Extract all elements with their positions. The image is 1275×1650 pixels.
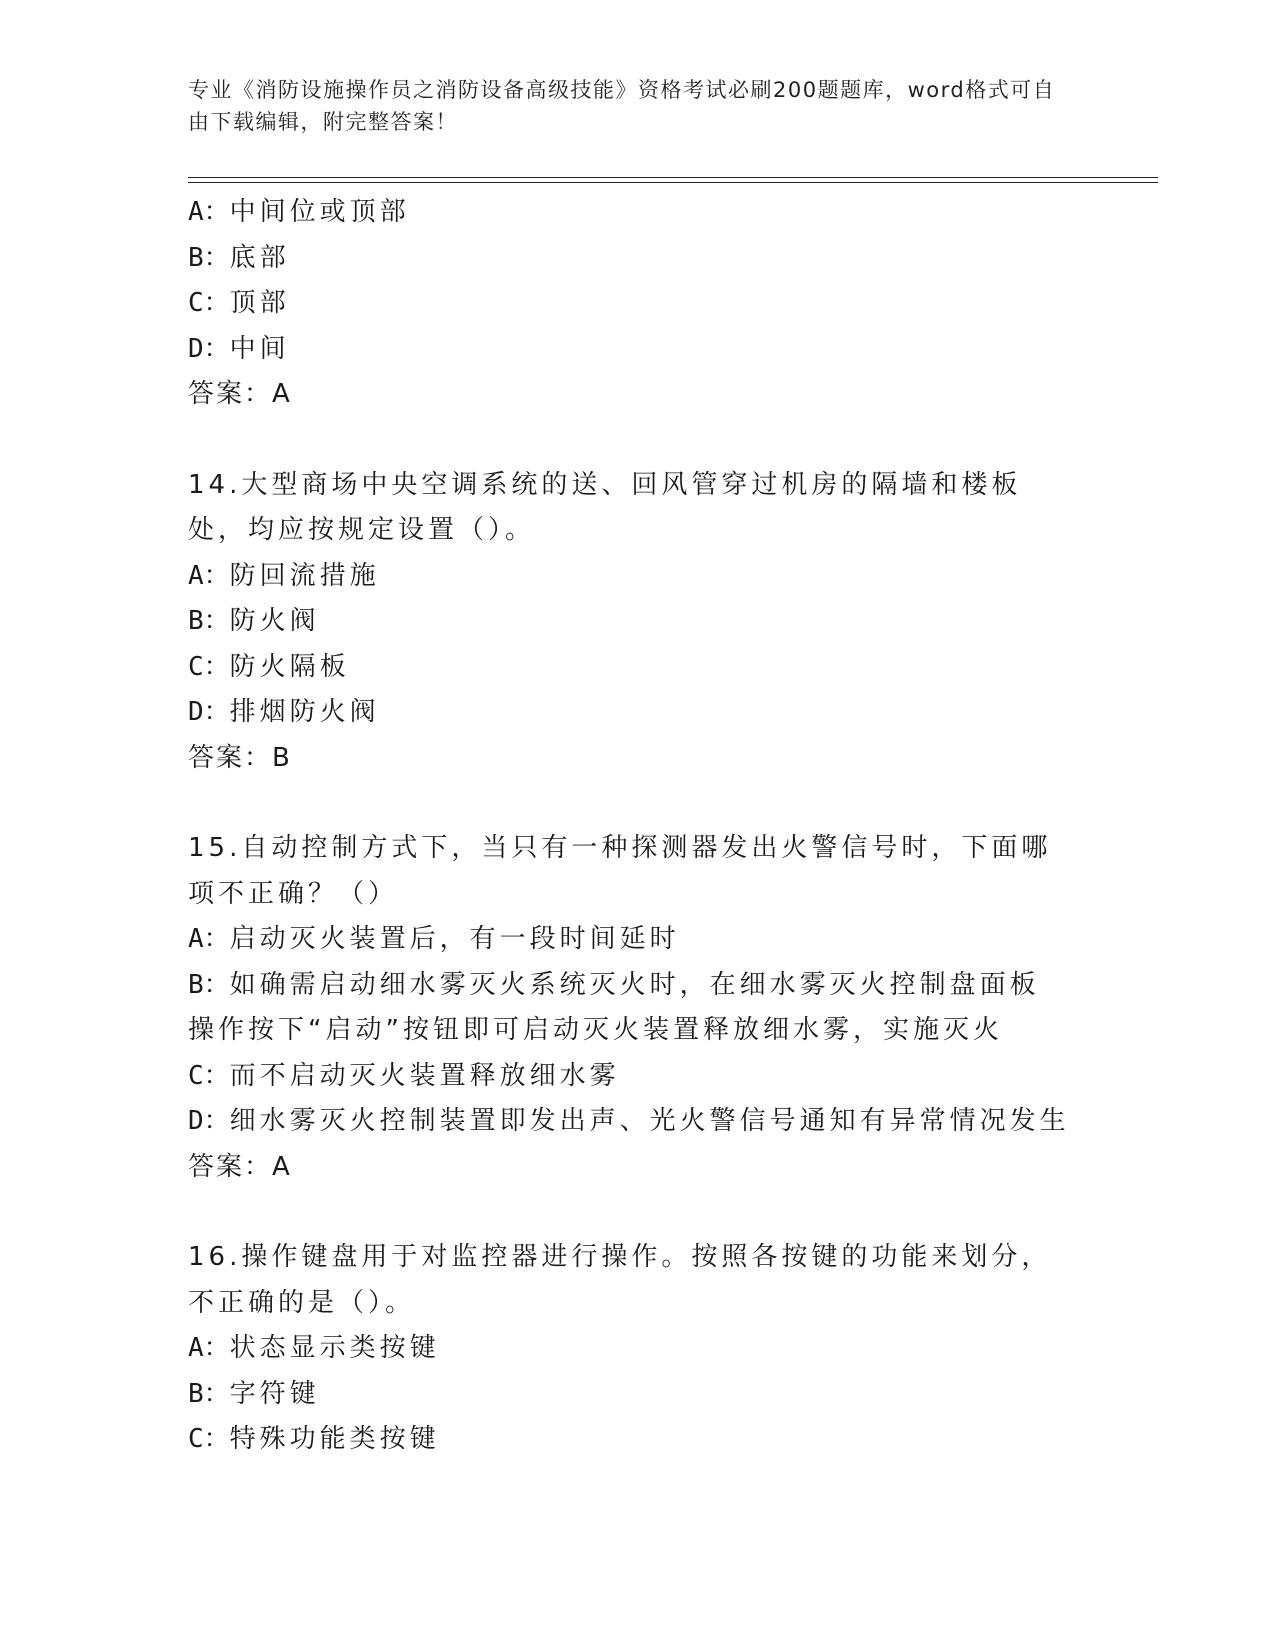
question-stem: 16.操作键盘用于对监控器进行操作。按照各按键的功能来划分，不正确的是（）。 bbox=[188, 1242, 1052, 1318]
option-d: D：细水雾灭火控制装置即发出声、光火警信号通知有异常情况发生 bbox=[188, 1106, 1070, 1136]
question-15 bbox=[188, 826, 1088, 1190]
answer: 答案：B bbox=[188, 742, 292, 773]
option-b: B：底部 bbox=[188, 242, 290, 273]
option-d: D：中间 bbox=[188, 333, 290, 364]
option-c: C：而不启动灭火装置释放细水雾 bbox=[188, 1060, 620, 1091]
option-b: B：字符键 bbox=[188, 1378, 320, 1409]
question-list bbox=[188, 190, 1088, 1463]
option-a: A：启动灭火装置后，有一段时间延时 bbox=[188, 924, 680, 954]
option-a: A：防回流措施 bbox=[188, 560, 380, 591]
question-stem: 15.自动控制方式下，当只有一种探测器发出火警信号时，下面哪项不正确？（） bbox=[188, 833, 1052, 909]
answer: 答案：A bbox=[188, 379, 292, 409]
option-c: C：顶部 bbox=[188, 288, 290, 318]
option-b: B：如确需启动细水雾灭火系统灭火时，在细水雾灭火控制盘面板操作按下“启动”按钮即可启动灭火装置释放细水雾，实施灭火 bbox=[188, 969, 1040, 1045]
document-header: 专业《消防设施操作员之消防设备高级技能》资格考试必刷200题题库，word格式可自由下载编辑，附完整答案！ bbox=[188, 78, 1056, 134]
option-c: C：防火隔板 bbox=[188, 651, 350, 682]
question-14 bbox=[188, 463, 1088, 782]
option-a: A：中间位或顶部 bbox=[188, 197, 410, 227]
option-b: B：防火阀 bbox=[188, 606, 320, 636]
option-d: D：排烟防火阀 bbox=[188, 697, 380, 727]
question-stem: 14.大型商场中央空调系统的送、回风管穿过机房的隔墙和楼板处，均应按规定设置（）。 bbox=[188, 469, 1022, 545]
question-13 bbox=[188, 190, 1088, 418]
header-rule-bottom bbox=[188, 182, 1158, 183]
option-c: C：特殊功能类按键 bbox=[188, 1424, 440, 1454]
option-a: A：状态显示类按键 bbox=[188, 1333, 440, 1363]
answer: 答案：A bbox=[188, 1151, 292, 1182]
header-rule-top bbox=[188, 177, 1158, 178]
question-16 bbox=[188, 1235, 1088, 1463]
